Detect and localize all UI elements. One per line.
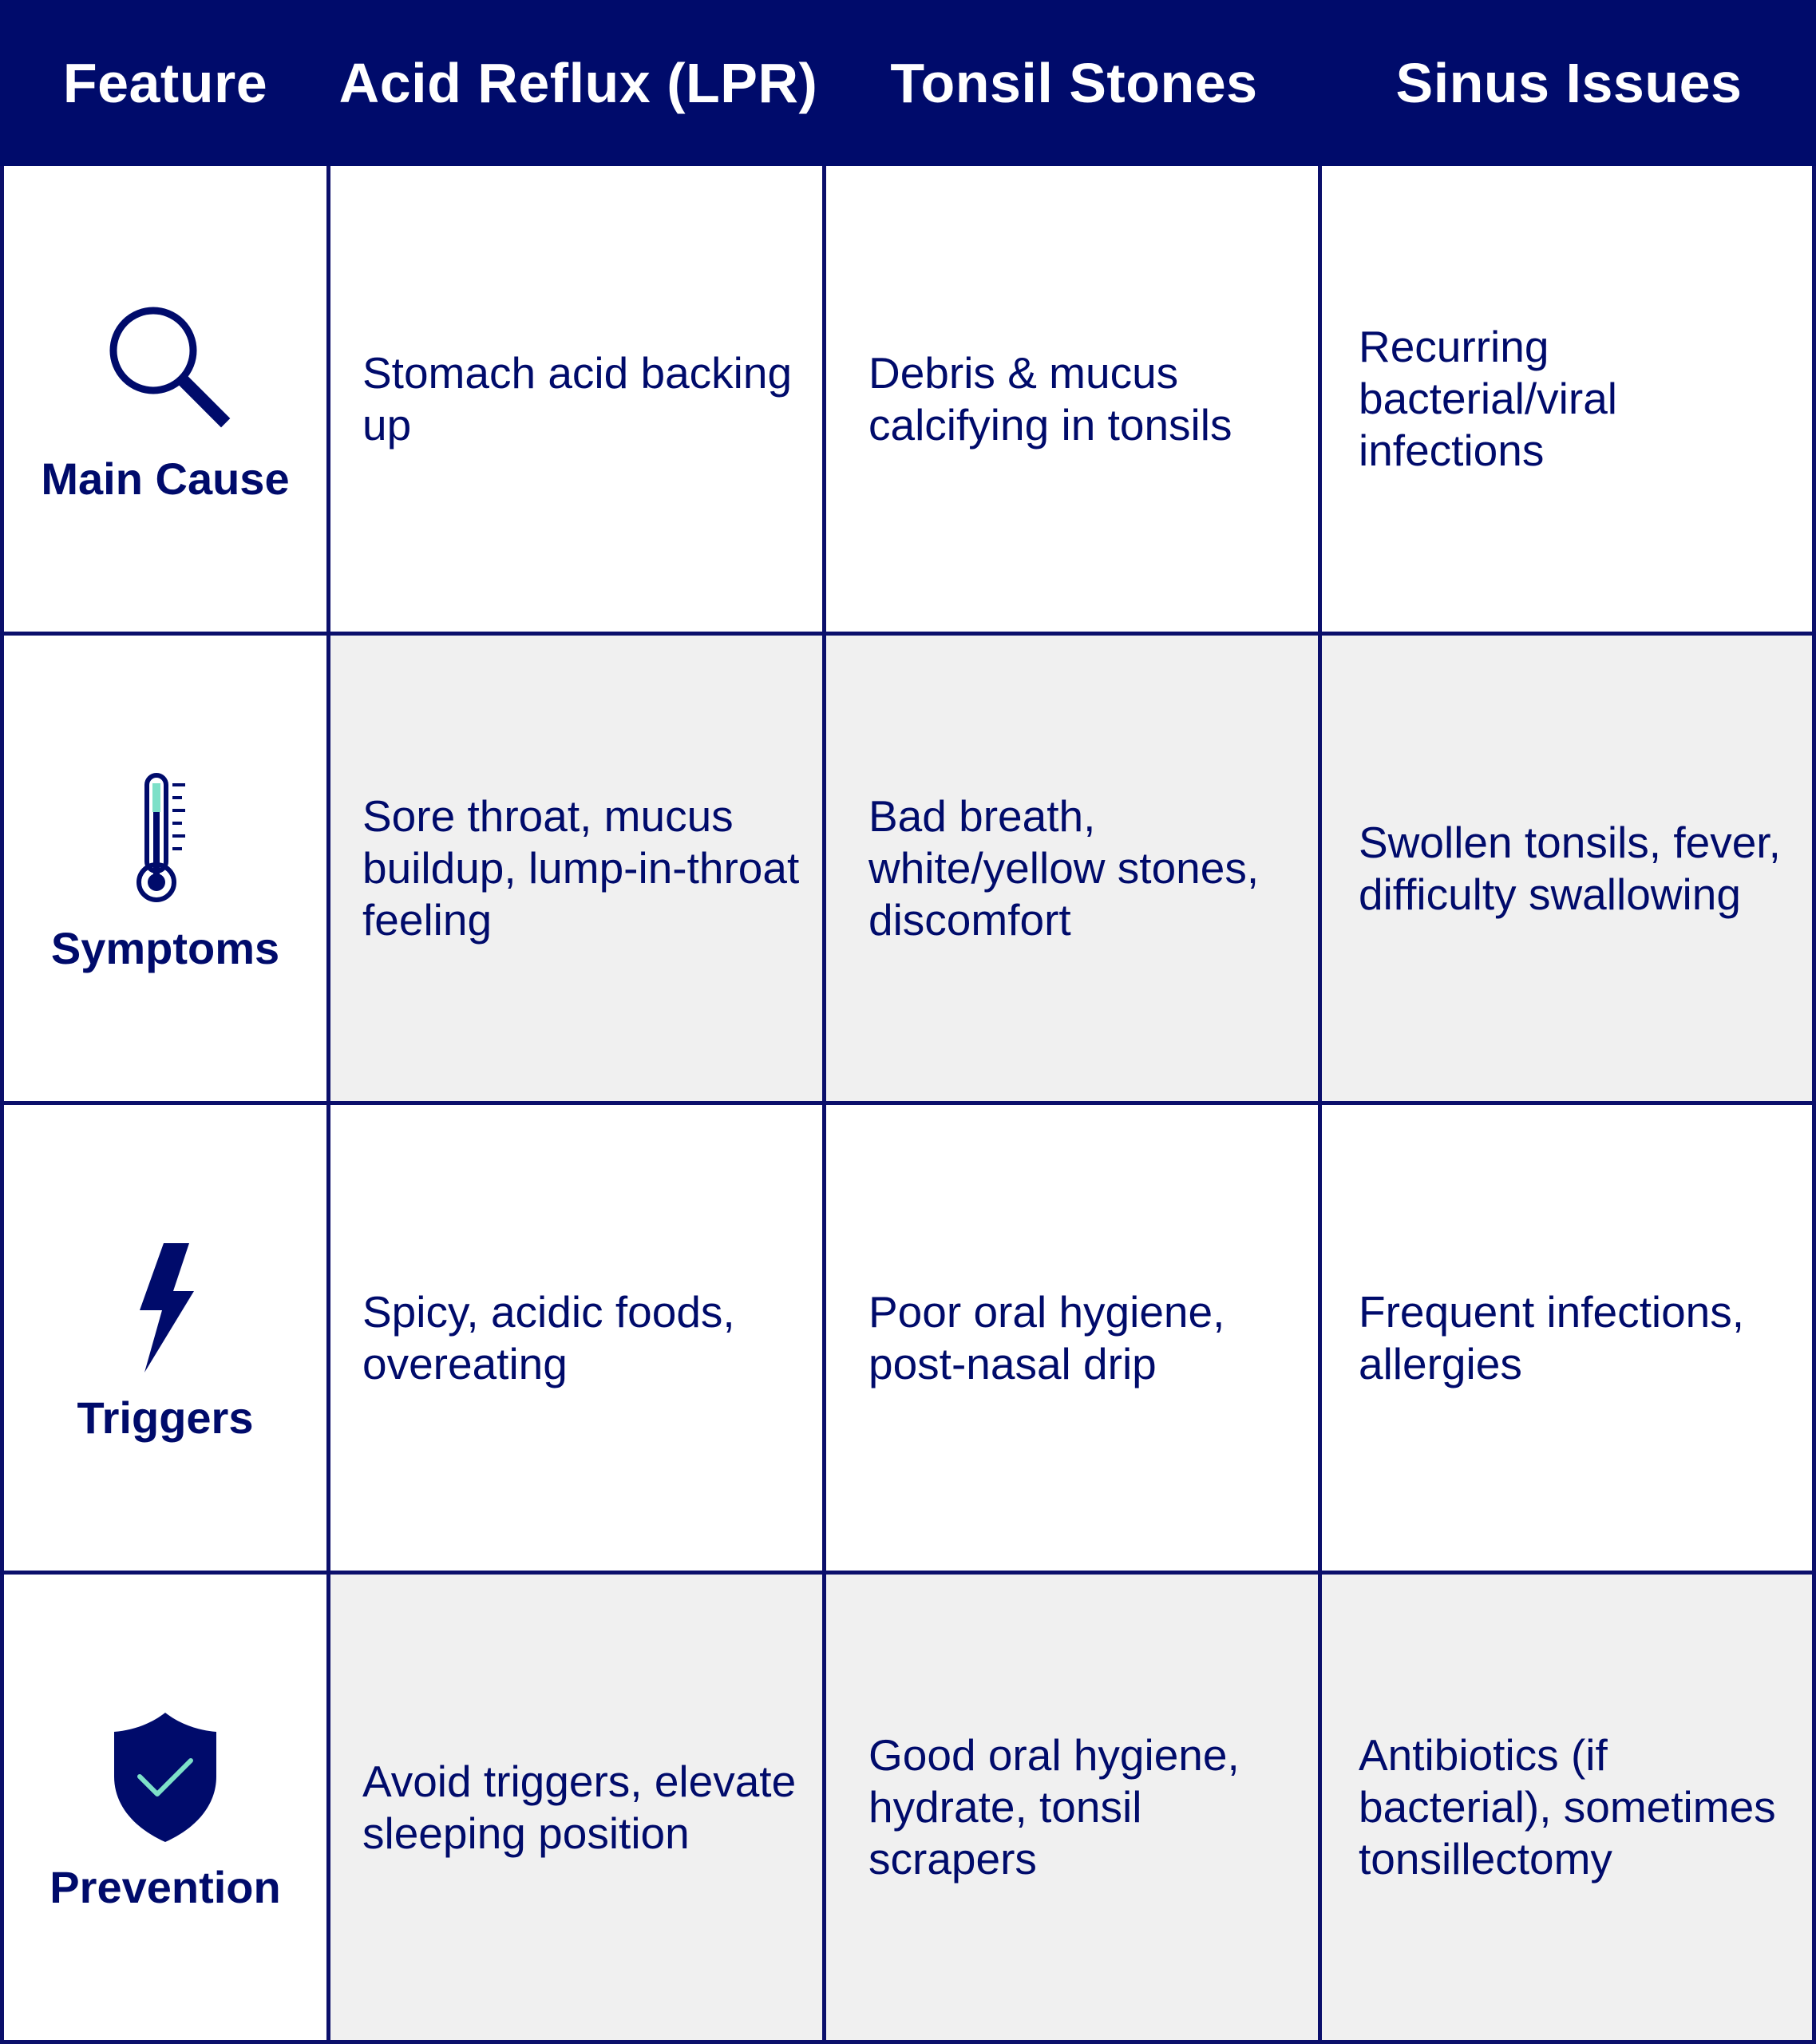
lightning-icon (133, 1232, 197, 1376)
shield-check-icon (109, 1701, 221, 1845)
feature-cell-main-cause (0, 166, 330, 636)
thermometer-icon (129, 763, 201, 906)
feature-label: Main Cause (41, 454, 290, 504)
header-acid-reflux: Acid Reflux (LPR) (330, 0, 826, 166)
feature-label: Triggers (77, 1392, 254, 1443)
header-tonsil-stones: Tonsil Stones (826, 0, 1322, 166)
feature-cell-symptoms (0, 636, 330, 1105)
table-cell: Avoid triggers, elevate sleeping position (330, 1575, 826, 2044)
feature-cell-triggers (0, 1105, 330, 1575)
table-cell: Debris & mucus calcifying in tonsils (826, 166, 1322, 636)
table-cell: Sore throat, mucus buildup, lump-in-throat feeling (330, 636, 826, 1105)
feature-label: Symptoms (50, 923, 280, 973)
magnifier-icon (97, 293, 233, 437)
table-cell: Poor oral hygiene, post-nasal drip (826, 1105, 1322, 1575)
table-cell: Good oral hygiene, hydrate, tonsil scrapers (826, 1575, 1322, 2044)
feature-label: Prevention (49, 1862, 281, 1912)
feature-cell-prevention (0, 1575, 330, 2044)
table-cell: Stomach acid backing up (330, 166, 826, 636)
table-cell: Recurring bacterial/viral infections (1322, 166, 1816, 636)
table-cell: Swollen tonsils, fever, difficulty swallowing (1322, 636, 1816, 1105)
table-cell: Antibiotics (if bacterial), sometimes tonsillectomy (1322, 1575, 1816, 2044)
table-cell: Bad breath, white/yellow stones, discomfort (826, 636, 1322, 1105)
table-cell: Frequent infections, allergies (1322, 1105, 1816, 1575)
header-feature: Feature (0, 0, 330, 166)
header-sinus-issues: Sinus Issues (1322, 0, 1816, 166)
table-cell: Spicy, acidic foods, overeating (330, 1105, 826, 1575)
